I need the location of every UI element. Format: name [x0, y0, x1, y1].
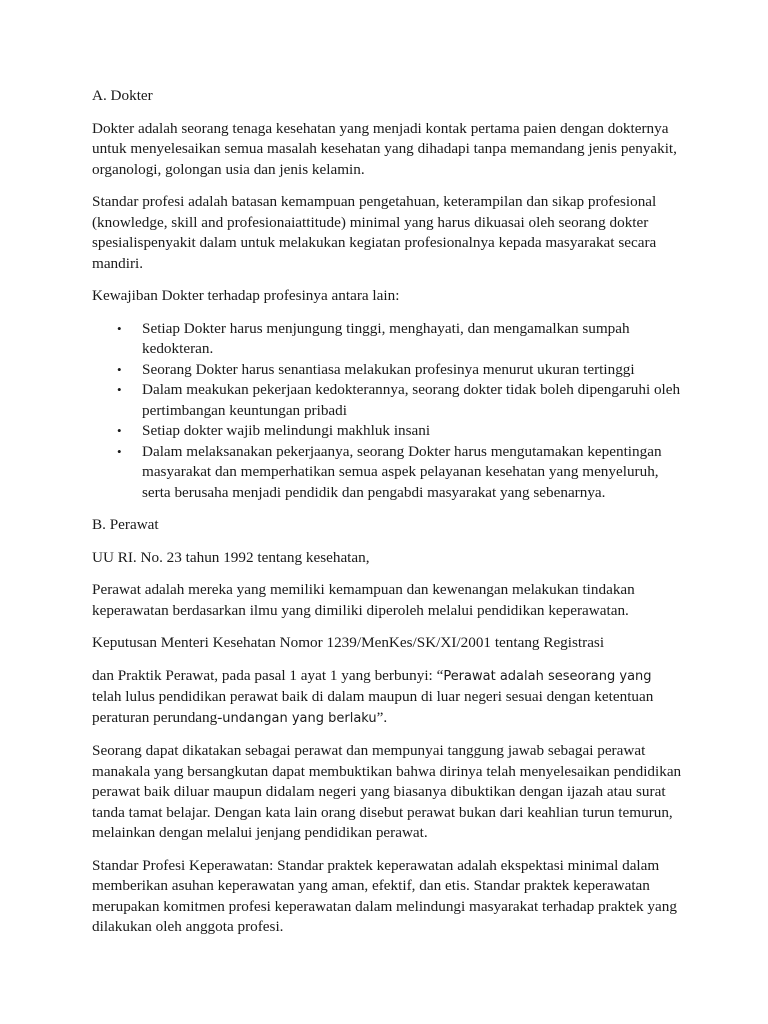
section-a-heading: A. Dokter: [92, 87, 153, 104]
list-item: [92, 319, 682, 360]
section-b-paragraph-law: UU RI. No. 23 tahun 1992 tentang kesehatan,: [92, 548, 370, 566]
obligations-list: [92, 319, 682, 504]
list-item-text: Dalam meakukan pekerjaan kedokterannya, seorang dokter tidak boleh dipengaruhi oleh pertimbangan keuntungan pribadi: [142, 381, 681, 419]
list-item-text: Setiap dokter wajib melindungi makhluk insani: [142, 422, 431, 439]
section-b-paragraph-standard: Standar Profesi Keperawatan: Standar praktek keperawatan adalah ekspektasi minimal dalam memberikan asuhan keperawatan yang aman, efektif, dan etis. Standar praktek keperawatan merupakan komitmen profesi keperawatan dalam melindungi masyarakat terhadap praktek yang dilakukan oleh anggota profesi.: [92, 856, 677, 935]
section-b-paragraph-article: [92, 666, 682, 730]
section-a-paragraph-obligations-intro: Kewajiban Dokter terhadap profesinya antara lain:: [92, 287, 400, 304]
list-item-text: Setiap Dokter harus menjungung tinggi, menghayati, dan mengamalkan sumpah kedokteran.: [142, 319, 630, 357]
list-item: [92, 442, 682, 504]
list-item: [92, 421, 682, 442]
article-quote-2: undangan yang berlaku: [222, 710, 377, 726]
bullet-icon: •: [117, 361, 122, 377]
article-text-1: dan Praktik Perawat, pada pasal 1 ayat 1 yang berbunyi: “: [92, 666, 444, 684]
bullet-icon: •: [117, 443, 122, 459]
bullet-icon: •: [117, 423, 122, 438]
list-item-text: Seorang Dokter harus senantiasa melakukan profesinya menurut ukuran tertinggi: [142, 360, 635, 378]
section-a-paragraph-definition: Dokter adalah seorang tenaga kesehatan yang menjadi kontak pertama paien dengan dokternya untuk menyelesaikan semua masalah kesehatan yang dihadapi tanpa memandang jenis penyakit, organologi, golongan usia dan jenis kelamin.: [92, 119, 677, 178]
section-b-paragraph-definition: Perawat adalah mereka yang memiliki kemampuan dan kewenangan melakukan tindakan keperawatan berdasarkan ilmu yang dimiliki diperoleh melalui pendidikan keperawatan.: [92, 581, 635, 619]
article-text-3: ”.: [376, 708, 388, 726]
section-b-heading: B. Perawat: [92, 516, 159, 533]
document-page: [92, 86, 682, 950]
article-quote-1: Perawat adalah seseorang yang: [443, 668, 652, 684]
list-item-text: Dalam melaksanakan pekerjaanya, seorang Dokter harus mengutamakan kepentingan masyarakat dan memperhatikan semua aspek pelayanan kesehatan yang menyeluruh, serta berusaha menjadi pendidik dan pengabdi masyarakat yang sebenarnya.: [142, 442, 662, 501]
list-item: [92, 360, 682, 381]
section-b-paragraph-decree: Keputusan Menteri Kesehatan Nomor 1239/MenKes/SK/XI/2001 tentang Registrasi: [92, 634, 605, 651]
section-a-paragraph-standard: Standar profesi adalah batasan kemampuan pengetahuan, keterampilan dan sikap profesional (knowledge, skill and profesionaiattitude) minimal yang harus dikuasai oleh seorang dokter spesialispenyakit dalam untuk melakukan kegiatan profesionalnya kepada masyarakat secara mandiri.: [92, 193, 657, 272]
bullet-icon: •: [117, 382, 122, 397]
bullet-icon: •: [117, 320, 122, 336]
list-item: [92, 380, 682, 421]
section-b-paragraph-responsibility: Seorang dapat dikatakan sebagai perawat dan mempunyai tanggung jawab sebagai perawat manakala yang bersangkutan dapat membuktikan bahwa dirinya telah menyelesaikan pendidikan perawat baik diluar maupun didalam negeri yang biasanya dibuktikan dengan ijazah atau surat tanda tamat belajar. Dengan kata lain orang disebut perawat bukan dari keahlian turun temurun, melainkan dengan melalui jenjang pendidikan perawat.: [92, 742, 682, 841]
article-text-2: telah lulus pendidikan perawat baik di dalam maupun di luar negeri sesuai dengan ketentuan peraturan perundang-: [92, 688, 654, 726]
